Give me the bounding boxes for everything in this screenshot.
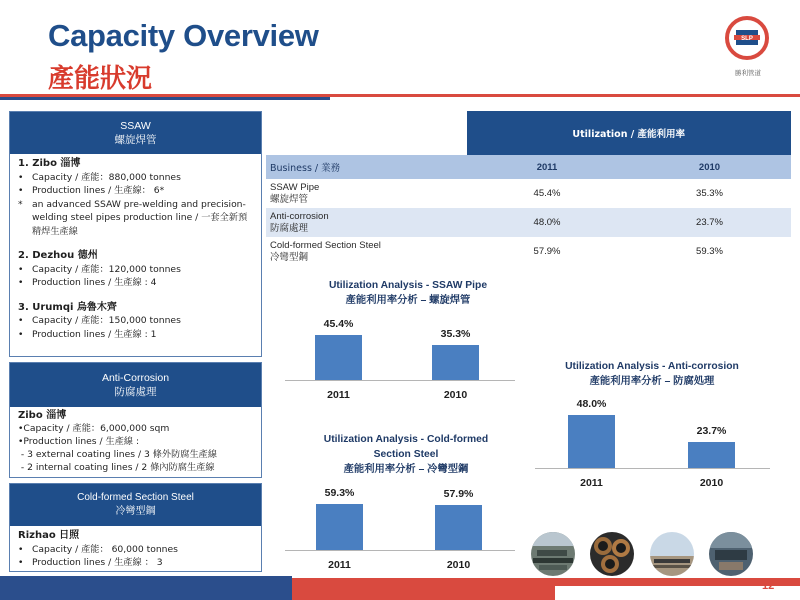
list-item: • Capacity / 產能：120,000 tonnes: [18, 263, 181, 275]
business-label: Business / 業務: [266, 155, 466, 179]
ssaw-panel: [9, 111, 262, 357]
logo-text: SLP: [741, 36, 753, 42]
list-item: •Production lines / 生產線 :: [18, 436, 140, 447]
list-item: • Production lines / 生產線 : 1: [18, 328, 157, 340]
year-header-2010: 2010: [628, 155, 791, 179]
page-title-chinese: 產能狀況: [48, 64, 153, 94]
coldformed-panel-header: [10, 484, 261, 526]
company-logo: [725, 16, 769, 60]
year-header-2011: 2011: [466, 155, 628, 179]
anticorrosion-panel-title: Anti-Corrosion: [101, 372, 170, 384]
site-heading-zibo: 1. Zibo 淄博: [18, 158, 81, 169]
site-heading-zibo: Zibo 淄博: [18, 410, 67, 421]
x-axis-line: [535, 468, 770, 469]
footer-bar-blue: [0, 576, 292, 600]
table-row: [266, 208, 791, 237]
site-heading-rizhao: Rizhao 日照: [18, 530, 80, 541]
list-item: • Capacity / 產能：880,000 tonnes: [18, 171, 181, 183]
coldformed-panel-title: Cold-formed Section Steel: [77, 492, 194, 503]
table-row: [266, 237, 791, 266]
anticorrosion-panel-title-chinese: 防腐處理: [114, 386, 157, 398]
x-tick-label: 2011: [327, 389, 350, 401]
list-item: • Capacity / 產能：150,000 tonnes: [18, 315, 181, 326]
list-item: • Production lines / 生產線 : 4: [18, 277, 157, 288]
x-tick-label: 2010: [443, 389, 468, 401]
list-item: • Production lines / 生產線： 6*: [18, 185, 165, 196]
table-cell: 23.7%: [628, 208, 791, 237]
ssaw-panel-title: SSAW: [120, 120, 151, 132]
chart-ssaw-title: Utilization Analysis - SSAW Pipe 產能利用率分析 – 螺旋焊管: [328, 280, 488, 306]
logo-caption: 勝利管道: [735, 69, 761, 77]
page-number: 12: [762, 580, 775, 592]
data-label: 48.0%: [576, 398, 607, 410]
list-item: - 3 external coating lines / 3 條外防腐生產線: [18, 449, 218, 460]
pipeline-field-photo: [650, 532, 694, 576]
bar-2011: [315, 335, 362, 380]
data-label: 57.9%: [443, 488, 474, 500]
table-cell: 45.4%: [533, 188, 561, 199]
x-axis-line: [285, 380, 515, 381]
coldformed-panel: [9, 483, 262, 572]
header-rule-blue: [0, 97, 330, 100]
list-item: • Capacity / 產能： 60,000 tonnes: [18, 543, 178, 555]
site-heading-urumqi: 3. Urumqi 烏魯木齊: [18, 301, 117, 313]
table-subheader-row: [266, 155, 791, 179]
row-label: Cold-formed Section Steel 冷彎型鋼: [270, 239, 381, 263]
pipe-yard-photo: [531, 532, 575, 576]
anticorrosion-panel-body: [10, 407, 261, 476]
list-item: - 2 internal coating lines / 2 條內防腐生產線: [18, 462, 215, 473]
list-item: • Production lines / 生產線 ： 3: [18, 557, 163, 568]
coating-plant-photo: [709, 532, 753, 576]
row-label: Anti-corrosion 防腐處理: [266, 208, 466, 237]
data-label: 59.3%: [324, 487, 355, 499]
chart-anticorrosion: [535, 393, 770, 493]
table-corner-cell: [266, 111, 466, 155]
x-tick-label: 2011: [580, 477, 603, 489]
data-label: 23.7%: [696, 425, 727, 437]
chart-coldformed-title: Utilization Analysis - Cold-formed Section Steel 產能利用率分析 – 冷彎型鋼: [323, 434, 489, 475]
page-title: Capacity Overview: [48, 18, 319, 53]
table-cell: 59.3%: [696, 246, 723, 257]
bar-2011: [568, 415, 615, 468]
data-label: 45.4%: [323, 318, 354, 330]
list-item: •Capacity / 產能：6,000,000 sqm: [18, 423, 170, 434]
chart-anticorrosion-title: Utilization Analysis - Anti-corrosion 產能利用率分析 – 防腐処理: [565, 361, 739, 387]
ssaw-panel-body: [10, 154, 261, 343]
pipe-ends-photo: [590, 532, 634, 576]
list-item: * an advanced SSAW pre-welding and precision-welding steel pipes production line / 一套全新預精焊生產線: [18, 198, 248, 237]
x-tick-label: 2010: [446, 559, 471, 571]
anticorrosion-panel: [9, 362, 262, 478]
bar-2010: [688, 442, 735, 468]
ssaw-panel-title-chinese: 螺旋焊管: [114, 134, 157, 146]
table-cell: 35.3%: [696, 188, 723, 199]
table-header: Utilization / 產能利用率: [466, 111, 791, 155]
x-tick-label: 2010: [699, 477, 724, 489]
coldformed-panel-title-chinese: 冷彎型鋼: [115, 506, 156, 517]
table-cell: 48.0%: [466, 208, 628, 237]
chart-ssaw: [285, 312, 515, 406]
chart-coldformed: [285, 483, 515, 578]
bar-2010: [435, 505, 482, 550]
ssaw-panel-header: [10, 112, 261, 154]
site-heading-dezhou: 2. Dezhou 德州: [18, 250, 98, 261]
utilization-table: [266, 111, 791, 266]
coldformed-panel-body: [10, 526, 261, 572]
x-axis-line: [285, 550, 515, 551]
bar-2011: [316, 504, 363, 550]
bar-2010: [432, 345, 479, 380]
row-label: SSAW Pipe 螺旋焊管: [270, 181, 320, 205]
table-cell: 57.9%: [533, 246, 561, 257]
table-row: [266, 179, 791, 208]
anticorrosion-panel-header: [10, 363, 261, 407]
table-header-row: [266, 111, 791, 155]
x-tick-label: 2011: [328, 559, 351, 571]
data-label: 35.3%: [440, 328, 471, 340]
